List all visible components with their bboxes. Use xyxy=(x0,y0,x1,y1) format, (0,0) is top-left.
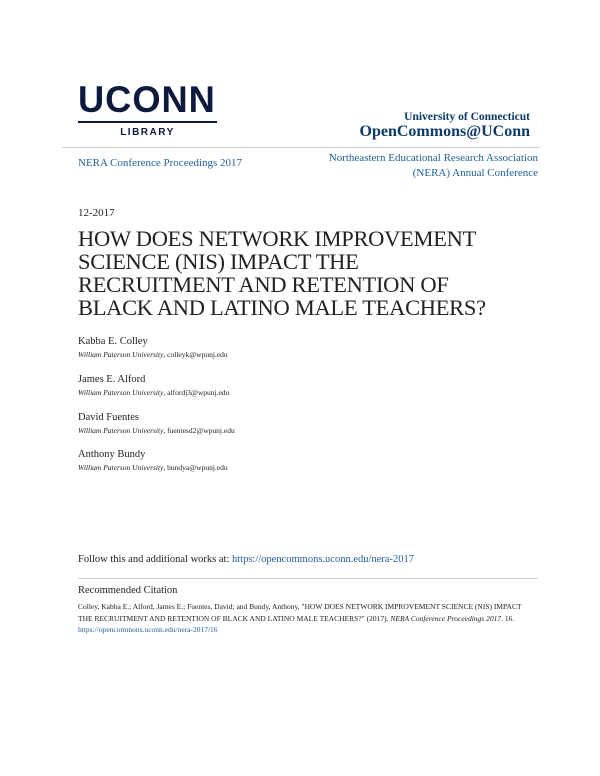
paper-title: HOW DOES NETWORK IMPROVEMENT SCIENCE (NIS) IMPACT THE RECRUITMENT AND RETENTION OF BLACK AND LATINO MALE TEACHERS? xyxy=(78,226,486,320)
conference-line-1: Northeastern Educational Research Association xyxy=(328,152,538,164)
citation-number: . 16. xyxy=(501,613,515,623)
author-name: Anthony Bundy xyxy=(78,449,146,460)
author-affiliation xyxy=(78,387,229,399)
conference-line-2: (NERA) Annual Conference xyxy=(412,167,538,179)
follow-line xyxy=(78,554,414,565)
author-email[interactable]: , colleyk@wpunj.edu xyxy=(163,350,228,359)
author-name: David Fuentes xyxy=(78,412,139,423)
author-affiliation xyxy=(78,462,228,474)
author-email[interactable]: , bundya@wpunj.edu xyxy=(163,463,228,472)
author-affiliation xyxy=(78,425,235,437)
uconn-library-logo[interactable] xyxy=(78,79,220,138)
citation-heading: Recommended Citation xyxy=(78,585,178,596)
publication-date: 12-2017 xyxy=(78,207,115,219)
author-entry xyxy=(78,411,235,437)
author-name: Kabba E. Colley xyxy=(78,336,148,347)
university-name: University of Connecticut xyxy=(404,111,530,123)
citation-divider xyxy=(78,578,538,579)
citation-source: NERA Conference Proceedings 2017 xyxy=(390,613,502,623)
author-entry xyxy=(78,448,228,474)
author-entry xyxy=(78,335,228,361)
author-email[interactable]: , alfordj3@wpunj.edu xyxy=(163,388,230,397)
series-link[interactable]: NERA Conference Proceedings 2017 xyxy=(78,157,243,169)
author-entry xyxy=(78,373,229,399)
author-name: James E. Alford xyxy=(78,374,146,385)
header-divider xyxy=(62,147,540,148)
citation-link[interactable]: https://opencommons.uconn.edu/nera-2017/16 xyxy=(78,625,218,634)
repository-name[interactable]: OpenCommons@UConn xyxy=(359,123,530,140)
citation-block xyxy=(78,601,528,636)
author-affiliation xyxy=(78,349,228,361)
follow-link[interactable]: https://opencommons.uconn.edu/nera-2017 xyxy=(232,554,414,565)
author-email[interactable]: , fuentesd2@wpunj.edu xyxy=(163,426,235,435)
citation-text: Colley, Kabba E.; Alford, James E.; Fuentes, David; and Bundy, Anthony, "HOW DOES NETWORK IMPROVEMENT SCIENCE (NIS) IMPACT THE RECRUITMENT AND RETENTION OF BLACK AND LATINO MALE TEACHERS?" (2017). xyxy=(78,602,522,623)
conference-link[interactable] xyxy=(308,151,538,181)
author-institution: William Paterson University xyxy=(78,426,164,435)
logo-subtext: LIBRARY xyxy=(120,127,175,138)
author-institution: William Paterson University xyxy=(78,388,164,397)
author-institution: William Paterson University xyxy=(78,463,164,472)
author-institution: William Paterson University xyxy=(78,350,164,359)
logo-rule xyxy=(78,121,217,123)
follow-text: Follow this and additional works at: xyxy=(78,554,232,565)
logo-wordmark: UCONN xyxy=(78,79,216,120)
